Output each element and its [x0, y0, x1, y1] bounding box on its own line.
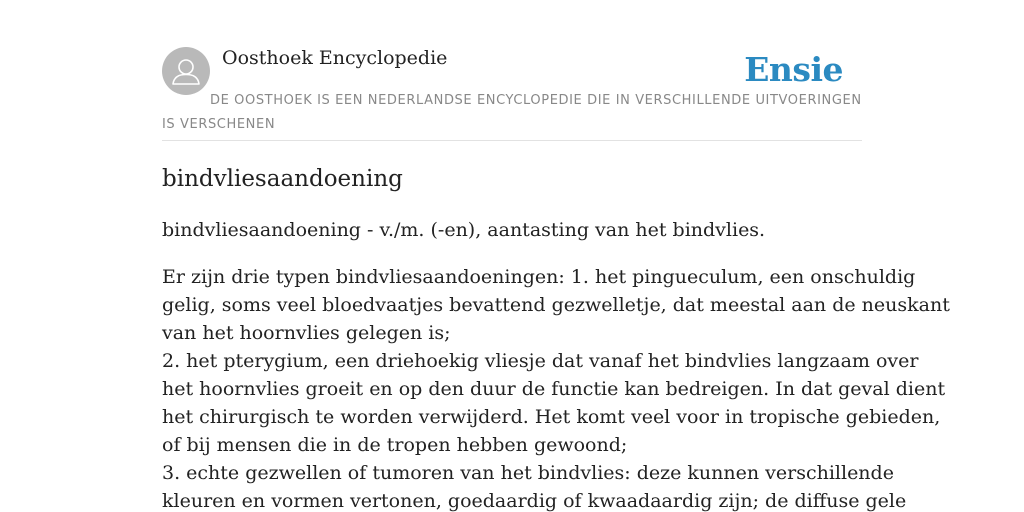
user-silhouette-icon	[162, 47, 210, 95]
article-body	[162, 263, 950, 512]
body-line: het hoornvlies groeit en op den duur de functie kan bedreigen. In dat geval dient	[162, 378, 946, 400]
page-title: bindvliesaandoening	[162, 166, 403, 192]
brand-logo[interactable]: Ensie	[744, 50, 843, 89]
body-line: 3. echte gezwellen of tumoren van het bindvlies: deze kunnen verschillende	[162, 462, 894, 484]
body-line: het chirurgisch te worden verwijderd. Het komt veel voor in tropische gebieden,	[162, 406, 941, 428]
body-line: van het hoornvlies gelegen is;	[162, 322, 451, 344]
body-line: Er zijn drie typen bindvliesaandoeningen: 1. het pingueculum, een onschuldig	[162, 266, 916, 288]
definition-text: bindvliesaandoening - v./m. (-en), aantasting van het bindvlies.	[162, 219, 766, 241]
body-line: of bij mensen die in de tropen hebben gewoond;	[162, 434, 628, 456]
avatar[interactable]	[162, 47, 210, 95]
page	[162, 0, 950, 512]
body-line: kleuren en vormen vertonen, goedaardig of kwaadaardig zijn; de diffuse gele	[162, 490, 907, 512]
site-header	[162, 0, 862, 141]
body-line: gelig, soms veel bloedvaatjes bevattend gezwelletje, dat meestal aan de neuskant	[162, 294, 950, 316]
site-name[interactable]: Oosthoek Encyclopedie	[222, 47, 448, 69]
body-line: 2. het pterygium, een driehoekig vliesje dat vanaf het bindvlies langzaam over	[162, 350, 919, 372]
site-tagline: DE OOSTHOEK IS EEN NEDERLANDSE ENCYCLOPEDIE DIE IN VERSCHILLENDE UITVOERINGEN IS VERSCHENEN	[162, 93, 862, 132]
